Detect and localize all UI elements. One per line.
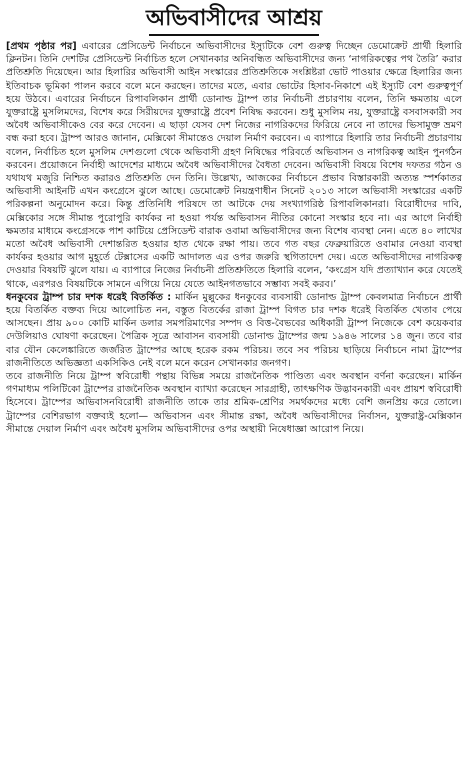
paragraph-1 bbox=[6, 40, 462, 291]
continuation-kicker: [প্রথম পৃষ্ঠার পর] bbox=[6, 41, 77, 52]
headline-underline bbox=[149, 34, 319, 36]
paragraph-2-text: মার্কিন মুল্লুকের ধনকুবের ব্যবসায়ী ডোনাল্ড ট্রাম্প কেবলমাত্র নির্বাচনে প্রার্থী হয়ে বিতর্কিত বক্তব্য দিয়ে আলোচিত নন, বস্তুত বিতর্কের রাজা ট্রাম্প বিগত চার দশক ধরেই বিতর্কিত খেতাব পেয়ে আসছেন। প্রায় ৯০০ কোটি মার্কিন ডলার সমপরিমাণের সম্পদ ও বিত্ত-বৈভবের অধিকারী ট্রাম্প নিজেকে বেশ কয়েকবার দেউলিয়াও ঘোষণা করেছেন। পৈত্রিক সূত্রে আবাসন ব্যবসায়ী ডোনাল্ড ট্রাম্পের জন্ম ১৯৪৬ সালের ১৪ জুন। তবে বার বার যৌন কেলেঙ্কারিতে জর্জরিত ট্রাম্পের আছে হরেক রকম পরিচয়। তবে সব পরিচয় ছাড়িয়ে নির্বাচনে নামা ট্রাম্পের রাজনীতিতে অভিজ্ঞতা একসিকিও নেই বলে মনে করেন সেখানকার জনগণ। bbox=[6, 291, 462, 369]
paragraph-2 bbox=[6, 291, 462, 370]
subheading: ধনকুবের ট্রাম্প চার দশক ধরেই বিতর্কিত : bbox=[6, 291, 172, 303]
paragraph-3: তবে রাজনীতি নিয়ে ট্রাম্প স্ববিরোধী পন্থায় বিভিন্ন সময়ে রাজনৈতিক পাণ্ডিত্য এবং অবস্থান বর্ণনা করেছেন। মার্কিন গণমাধ্যম পলিটিকো ট্রাম্পের রাজনৈতিক অবস্থান ব্যাখ্যা করেছেন সারগ্রাহী, তাৎক্ষণিক উদ্ভাবনকারী এবং প্রায়শ স্ববিরোধী হিসেবে। ট্রাম্পের অভিবাসনবিরোধী রাজনীতি তাকে তার শ্রমিক-শ্রেণির সমর্থকদের মধ্যে বেশি জনপ্রিয় করে তোলে। ট্রাম্পের বেশিরভাগ বক্তব্যই হলো— অভিবাসন এবং সীমান্ত রক্ষা, অবৈধ অভিবাসীদের নির্বাসন, যুক্তরাষ্ট্র-মেক্সিকান সীমান্তে দেয়াল নির্মাণ এবং অবৈধ মুসলিম অভিবাসীদের ওপর অস্থায়ী নিষেধাজ্ঞা আরোপ নিয়ে। bbox=[6, 371, 462, 435]
article-body bbox=[6, 40, 462, 436]
headline: অভিবাসীদের আশ্রয় bbox=[146, 5, 322, 31]
paragraph-1-text: এবারের প্রেসিডেন্ট নির্বাচনে অভিবাসীদের ইস্যুটিকে বেশ গুরুত্ব দিচ্ছেন ডেমোক্রেট প্রার্থী হিলারি ক্লিনটন। তিনি দেশটির প্রেসিডেন্ট নির্বাচিত হলে সেখানকার অনিবন্ধিত অভিবাসীদের জন্য ‘নাগরিকত্বের পথ তৈরি’ করার প্রতিশ্রুতি দিয়েছেন। আর হিলারির অভিবাসী আইন সংস্কারের প্রতিশ্রুতিকে সংশ্লিষ্টরা ভোট পাওয়ার ক্ষেত্রে হিলারির জন্য ইতিবাচক ভূমিকা পালন করবে বলে মনে করছেন। তাদের মতে, এবার ভোটের হিসাব-নিকাশে এই ইস্যুটি বেশ গুরুত্বপূর্ণ হয়ে উঠবে। এবারের নির্বাচনে রিপাবলিকান প্রার্থী ডোনাল্ড ট্রাম্প তার নির্বাচনী প্রচারণায় বলেন, তিনি ক্ষমতায় এলে যুক্তরাষ্ট্রে মুসলিমদের, বিশেষ করে সিরীয়দের যুক্তরাষ্ট্রে প্রবেশ নিষিদ্ধ করবেন। শুধু মুসলিম নয়, যুক্তরাষ্ট্রে বসবাসকারী সব অবৈধ অভিবাসীকেও বের করে দেবেন। এ ছাড়া যেসব দেশ নিজের নাগরিকদের ফিরিয়ে নেবে না তাদের ভিসামুক্ত ভ্রমণ বন্ধ করা হবে। ট্রাম্প আরও জানান, মেক্সিকো সীমান্তেও দেয়াল নির্মাণ করবেন। এ ব্যাপারে হিলারি তার নির্বাচনী প্রচারণায় বলেন, নির্বাচিত হলে মুসলিম দেশগুলো থেকে অভিবাসী গ্রহণ নিষিদ্ধের পরিবর্তে অভিবাসন ও নাগরিকত্ব আইন পুনর্গঠন করবেন। প্রয়োজনে নির্বাহী আদেশের মাধ্যমে অবৈধ অভিবাসীদের বৈধতা দেবেন। অভিবাসী বিষয়ে বিশেষ দফতর গঠন ও যথাযথ মজুরি নিশ্চিত করারও প্রতিশ্রুতি দেন তিনি। উল্লেখ্য, আজকের নির্বাচনে প্রভাব বিস্তারকারী অত্যন্ত স্পর্শকাতর অভিবাসী আইনটি এখন কংগ্রেসে ঝুলে আছে। ডেমোক্রেট নিয়ন্ত্রণাধীন সিনেট ২০১৩ সালে অভিবাসী সংস্কারের একটি পরিকল্পনা অনুমোদন করে। কিন্তু প্রতিনিধি পরিষদে তা আটকে দেয় সংখ্যাগরিষ্ঠ রিপাবলিকানরা। বিরোধীদের দাবি, মেক্সিকোর সঙ্গে সীমান্ত পুরোপুরি কার্যকর না হওয়া পর্যন্ত অভিবাসন নীতির কোনো সংস্কার হবে না। এর আগে নির্বাহী ক্ষমতার মাধ্যমে কংগ্রেসকে পাশ কাটিয়ে প্রেসিডেন্ট বারাক ওবামা অভিবাসীদের জন্য বিশেষ ব্যবস্থা নেন। এতে ৪০ লাখের মতো অবৈধ অভিবাসী দেশান্তরিত হওয়ার হাত থেকে রক্ষা পায়। তবে গত বছর ফেব্রুয়ারিতে ওবামার নেওয়া ব্যবস্থা কার্যকর হওয়ার আগ মুহূর্তে টেক্সাসের একটি আদালত এর ওপর জরুরি স্থগিতাদেশ দেয়। এতে অভিবাসীদের নাগরিকত্ব দেওয়ার বিষয়টি ঝুলে যায়। এ ব্যাপারে নিজের নির্বাচনী প্রতিশ্রুতিতে হিলারি বলেন, ‘কংগ্রেস যদি প্রত্যাখ্যান করে যেতেই থাকে, এরপরও বিষয়টিকে সামনে এগিয়ে নিয়ে যেতে আইনগতভাবে সম্ভাব্য সবই করব।’ bbox=[6, 41, 463, 290]
